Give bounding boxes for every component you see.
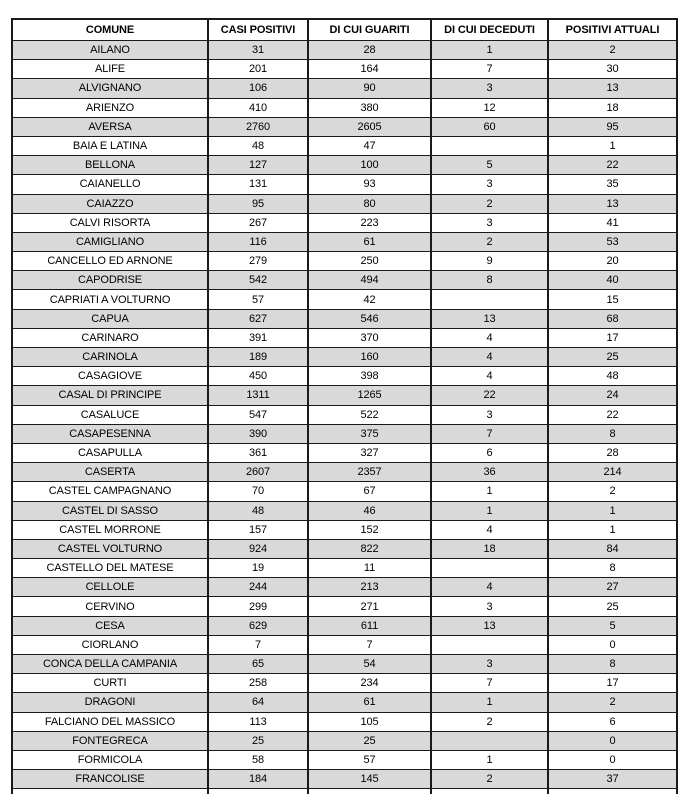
cell: 1265 bbox=[308, 386, 431, 405]
cell: CAIAZZO bbox=[12, 194, 208, 213]
cell: FORMICOLA bbox=[12, 750, 208, 769]
table-row bbox=[12, 213, 677, 232]
cell: 145 bbox=[308, 770, 431, 789]
table-row bbox=[12, 405, 677, 424]
cell: CASTEL VOLTURNO bbox=[12, 539, 208, 558]
cell: 8 bbox=[548, 424, 677, 443]
cell: BAIA E LATINA bbox=[12, 136, 208, 155]
column-header: DI CUI DECEDUTI bbox=[431, 19, 548, 41]
cell: 299 bbox=[208, 597, 308, 616]
cell: 113 bbox=[208, 712, 308, 731]
cell: 7 bbox=[308, 635, 431, 654]
cell: 522 bbox=[308, 405, 431, 424]
cell: CERVINO bbox=[12, 597, 208, 616]
cell bbox=[208, 789, 308, 794]
cell: ALVIGNANO bbox=[12, 79, 208, 98]
cell: 6 bbox=[431, 443, 548, 462]
cell: 6 bbox=[548, 712, 677, 731]
cell: ARIENZO bbox=[12, 98, 208, 117]
cell: 1 bbox=[431, 693, 548, 712]
cell: 18 bbox=[548, 98, 677, 117]
cell: CIORLANO bbox=[12, 635, 208, 654]
cell: 31 bbox=[208, 41, 308, 60]
cell: 189 bbox=[208, 348, 308, 367]
cell: 2 bbox=[548, 482, 677, 501]
column-header: POSITIVI ATTUALI bbox=[548, 19, 677, 41]
cell: 3 bbox=[431, 79, 548, 98]
table-row bbox=[12, 328, 677, 347]
cell: 450 bbox=[208, 367, 308, 386]
cell: 3 bbox=[431, 405, 548, 424]
cell: 250 bbox=[308, 252, 431, 271]
cell: 7 bbox=[208, 635, 308, 654]
cell: 13 bbox=[431, 616, 548, 635]
cell: 184 bbox=[208, 770, 308, 789]
cell: CESA bbox=[12, 616, 208, 635]
cell: CAPUA bbox=[12, 309, 208, 328]
cell: 24 bbox=[548, 386, 677, 405]
cell: 27 bbox=[548, 578, 677, 597]
cell: 25 bbox=[208, 731, 308, 750]
cell: 279 bbox=[208, 252, 308, 271]
cell: CASTELLO DEL MATESE bbox=[12, 559, 208, 578]
cell: 547 bbox=[208, 405, 308, 424]
cell: FALCIANO DEL MASSICO bbox=[12, 712, 208, 731]
cell: 2 bbox=[431, 770, 548, 789]
cell: 1 bbox=[548, 520, 677, 539]
cell: 9 bbox=[431, 252, 548, 271]
cell: 258 bbox=[208, 674, 308, 693]
cell: 64 bbox=[208, 693, 308, 712]
cell: 8 bbox=[548, 655, 677, 674]
cell: 1 bbox=[431, 41, 548, 60]
table-row bbox=[12, 271, 677, 290]
cell: 48 bbox=[208, 136, 308, 155]
cell: AVERSA bbox=[12, 117, 208, 136]
cell: 0 bbox=[548, 750, 677, 769]
cell: 116 bbox=[208, 232, 308, 251]
table-row bbox=[12, 770, 677, 789]
table-row bbox=[12, 98, 677, 117]
cell: 7 bbox=[431, 424, 548, 443]
cell: 54 bbox=[308, 655, 431, 674]
cell: 36 bbox=[431, 463, 548, 482]
cell: FONTEGRECA bbox=[12, 731, 208, 750]
cell: 213 bbox=[308, 578, 431, 597]
cell: 3 bbox=[431, 597, 548, 616]
cell: 84 bbox=[548, 539, 677, 558]
cell: 25 bbox=[548, 597, 677, 616]
table-row bbox=[12, 424, 677, 443]
cell: 2 bbox=[431, 194, 548, 213]
cell: 35 bbox=[548, 175, 677, 194]
table-row bbox=[12, 616, 677, 635]
cell: CASALUCE bbox=[12, 405, 208, 424]
cell: 95 bbox=[548, 117, 677, 136]
cell: 105 bbox=[308, 712, 431, 731]
cell: 2 bbox=[431, 712, 548, 731]
cell: CASERTA bbox=[12, 463, 208, 482]
header-row bbox=[12, 19, 677, 41]
cell: 1 bbox=[431, 750, 548, 769]
column-header: CASI POSITIVI bbox=[208, 19, 308, 41]
cell: 25 bbox=[548, 348, 677, 367]
cell: 2 bbox=[548, 693, 677, 712]
cell: 7 bbox=[431, 60, 548, 79]
cell: 0 bbox=[548, 635, 677, 654]
cell: 90 bbox=[308, 79, 431, 98]
cell: 17 bbox=[548, 328, 677, 347]
cell: CELLOLE bbox=[12, 578, 208, 597]
cell: 157 bbox=[208, 520, 308, 539]
cell: 398 bbox=[308, 367, 431, 386]
cell: 271 bbox=[308, 597, 431, 616]
cell bbox=[12, 789, 208, 794]
cell: 152 bbox=[308, 520, 431, 539]
cell: 19 bbox=[208, 559, 308, 578]
table-row bbox=[12, 252, 677, 271]
cell: 494 bbox=[308, 271, 431, 290]
table-row bbox=[12, 501, 677, 520]
cell: ALIFE bbox=[12, 60, 208, 79]
cell: 1 bbox=[548, 501, 677, 520]
cell: 223 bbox=[308, 213, 431, 232]
cell: 4 bbox=[431, 348, 548, 367]
table-row bbox=[12, 578, 677, 597]
cell: 100 bbox=[308, 156, 431, 175]
table-row bbox=[12, 463, 677, 482]
cell bbox=[431, 290, 548, 309]
cell: 57 bbox=[308, 750, 431, 769]
cell: 8 bbox=[431, 271, 548, 290]
cell: 410 bbox=[208, 98, 308, 117]
cell: 37 bbox=[548, 770, 677, 789]
cell: 2 bbox=[431, 232, 548, 251]
cell: CANCELLO ED ARNONE bbox=[12, 252, 208, 271]
cell: 1311 bbox=[208, 386, 308, 405]
cell: 28 bbox=[308, 41, 431, 60]
cell: CASAL DI PRINCIPE bbox=[12, 386, 208, 405]
cell: 924 bbox=[208, 539, 308, 558]
cell: CARINARO bbox=[12, 328, 208, 347]
cell: 3 bbox=[431, 175, 548, 194]
cell: 0 bbox=[548, 731, 677, 750]
column-header: COMUNE bbox=[12, 19, 208, 41]
cell bbox=[431, 559, 548, 578]
cell: 48 bbox=[208, 501, 308, 520]
cell: 68 bbox=[548, 309, 677, 328]
cell: CONCA DELLA CAMPANIA bbox=[12, 655, 208, 674]
table-row bbox=[12, 482, 677, 501]
cell: 164 bbox=[308, 60, 431, 79]
cell: 629 bbox=[208, 616, 308, 635]
cell: CASTEL DI SASSO bbox=[12, 501, 208, 520]
cell: 53 bbox=[548, 232, 677, 251]
table-row bbox=[12, 559, 677, 578]
cell bbox=[308, 789, 431, 794]
table-body bbox=[12, 41, 677, 794]
table-row bbox=[12, 60, 677, 79]
table-row bbox=[12, 79, 677, 98]
table-row bbox=[12, 348, 677, 367]
table-row bbox=[12, 41, 677, 60]
cell: 65 bbox=[208, 655, 308, 674]
table-row bbox=[12, 597, 677, 616]
cell: FRANCOLISE bbox=[12, 770, 208, 789]
table-row bbox=[12, 386, 677, 405]
cell: 57 bbox=[208, 290, 308, 309]
cell: CARINOLA bbox=[12, 348, 208, 367]
table-row bbox=[12, 367, 677, 386]
table-row bbox=[12, 731, 677, 750]
cell: BELLONA bbox=[12, 156, 208, 175]
cell: 80 bbox=[308, 194, 431, 213]
cell: 1 bbox=[431, 482, 548, 501]
covid-communes-table bbox=[11, 18, 678, 794]
cell: CAPRIATI A VOLTURNO bbox=[12, 290, 208, 309]
table-row bbox=[12, 712, 677, 731]
table-row bbox=[12, 232, 677, 251]
cell: 20 bbox=[548, 252, 677, 271]
cell: 370 bbox=[308, 328, 431, 347]
cell: 93 bbox=[308, 175, 431, 194]
cell: 58 bbox=[208, 750, 308, 769]
cell: 22 bbox=[431, 386, 548, 405]
cell bbox=[431, 789, 548, 794]
cell: 25 bbox=[308, 731, 431, 750]
table-header bbox=[12, 19, 677, 41]
cell: 160 bbox=[308, 348, 431, 367]
cell: 2760 bbox=[208, 117, 308, 136]
table-row bbox=[12, 156, 677, 175]
cell: 41 bbox=[548, 213, 677, 232]
cell bbox=[431, 731, 548, 750]
cell: 627 bbox=[208, 309, 308, 328]
table-row bbox=[12, 693, 677, 712]
cell: 201 bbox=[208, 60, 308, 79]
cell: 1 bbox=[431, 501, 548, 520]
cell: 127 bbox=[208, 156, 308, 175]
cell: 22 bbox=[548, 405, 677, 424]
cell: CASAPULLA bbox=[12, 443, 208, 462]
table-row bbox=[12, 674, 677, 693]
cell: 61 bbox=[308, 232, 431, 251]
cell: 22 bbox=[548, 156, 677, 175]
table-row bbox=[12, 520, 677, 539]
cell: DRAGONI bbox=[12, 693, 208, 712]
table-row bbox=[12, 136, 677, 155]
cell: 2607 bbox=[208, 463, 308, 482]
cell: CASAGIOVE bbox=[12, 367, 208, 386]
cell: 390 bbox=[208, 424, 308, 443]
cell: 234 bbox=[308, 674, 431, 693]
cell: 46 bbox=[308, 501, 431, 520]
cell: 106 bbox=[208, 79, 308, 98]
cell: 391 bbox=[208, 328, 308, 347]
cell: 611 bbox=[308, 616, 431, 635]
cell: 7 bbox=[431, 674, 548, 693]
cell: 2 bbox=[548, 41, 677, 60]
cell: 60 bbox=[431, 117, 548, 136]
table-row bbox=[12, 750, 677, 769]
cell: 5 bbox=[431, 156, 548, 175]
cell: 4 bbox=[431, 520, 548, 539]
cell: 42 bbox=[308, 290, 431, 309]
cell: CAMIGLIANO bbox=[12, 232, 208, 251]
cell: 131 bbox=[208, 175, 308, 194]
column-header: DI CUI GUARITI bbox=[308, 19, 431, 41]
cell: 2605 bbox=[308, 117, 431, 136]
table-row bbox=[12, 117, 677, 136]
table-row bbox=[12, 655, 677, 674]
cell: 47 bbox=[308, 136, 431, 155]
cell: 2357 bbox=[308, 463, 431, 482]
cell: CASAPESENNA bbox=[12, 424, 208, 443]
cell: 375 bbox=[308, 424, 431, 443]
cell: 361 bbox=[208, 443, 308, 462]
cell: 380 bbox=[308, 98, 431, 117]
cell: 8 bbox=[548, 559, 677, 578]
cell: 13 bbox=[548, 79, 677, 98]
cell: CASTEL CAMPAGNANO bbox=[12, 482, 208, 501]
cell: CURTI bbox=[12, 674, 208, 693]
cell: 267 bbox=[208, 213, 308, 232]
cell: 67 bbox=[308, 482, 431, 501]
cell: 4 bbox=[431, 367, 548, 386]
cell: 11 bbox=[308, 559, 431, 578]
cell: 48 bbox=[548, 367, 677, 386]
table-row bbox=[12, 290, 677, 309]
cell: 1 bbox=[548, 136, 677, 155]
table-row bbox=[12, 539, 677, 558]
partial-row bbox=[12, 789, 677, 794]
cell: 244 bbox=[208, 578, 308, 597]
cell: 542 bbox=[208, 271, 308, 290]
cell: 214 bbox=[548, 463, 677, 482]
cell: 327 bbox=[308, 443, 431, 462]
cell: 28 bbox=[548, 443, 677, 462]
cell: CASTEL MORRONE bbox=[12, 520, 208, 539]
table-row bbox=[12, 194, 677, 213]
cell: 546 bbox=[308, 309, 431, 328]
cell: 822 bbox=[308, 539, 431, 558]
cell: 5 bbox=[548, 616, 677, 635]
cell bbox=[431, 136, 548, 155]
cell: 30 bbox=[548, 60, 677, 79]
cell: 12 bbox=[431, 98, 548, 117]
cell: 13 bbox=[548, 194, 677, 213]
cell: 13 bbox=[431, 309, 548, 328]
cell bbox=[431, 635, 548, 654]
cell: 4 bbox=[431, 578, 548, 597]
cell: 3 bbox=[431, 213, 548, 232]
cell: 4 bbox=[431, 328, 548, 347]
cell: CAIANELLO bbox=[12, 175, 208, 194]
cell: 95 bbox=[208, 194, 308, 213]
table-row bbox=[12, 635, 677, 654]
cell: 3 bbox=[431, 655, 548, 674]
table-row bbox=[12, 175, 677, 194]
cell: CALVI RISORTA bbox=[12, 213, 208, 232]
cell: 18 bbox=[431, 539, 548, 558]
cell: 61 bbox=[308, 693, 431, 712]
cell: AILANO bbox=[12, 41, 208, 60]
cell: 70 bbox=[208, 482, 308, 501]
table-row bbox=[12, 443, 677, 462]
cell: 40 bbox=[548, 271, 677, 290]
cell: 15 bbox=[548, 290, 677, 309]
cell bbox=[548, 789, 677, 794]
table-row bbox=[12, 309, 677, 328]
cell: CAPODRISE bbox=[12, 271, 208, 290]
cell: 17 bbox=[548, 674, 677, 693]
